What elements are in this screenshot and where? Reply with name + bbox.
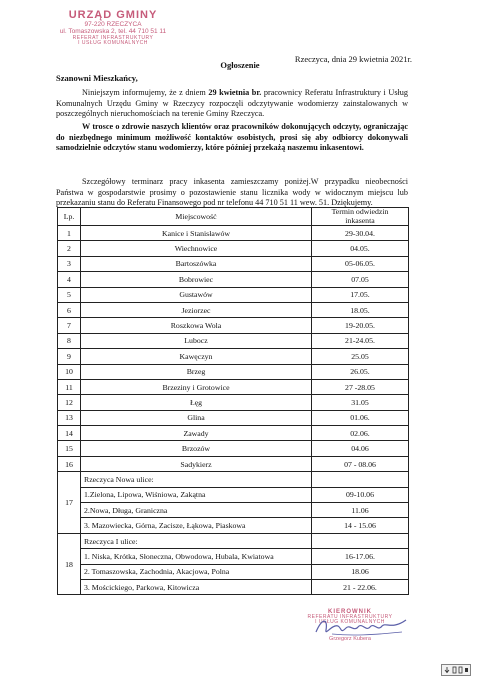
header-lp: Lp. xyxy=(58,208,81,226)
row-place: Wiechnowice xyxy=(81,241,312,256)
table-header-row xyxy=(58,208,409,226)
group-item-row xyxy=(58,503,409,518)
row-place: Gustawów xyxy=(81,287,312,302)
header-term xyxy=(312,208,409,226)
row-lp: 5 xyxy=(58,287,81,302)
paragraph-intro xyxy=(56,88,408,120)
header-place: Miejscowość xyxy=(81,208,312,226)
row-lp: 1 xyxy=(58,226,81,241)
stamp-line-4: REFERAT INFRASTRUKTURY xyxy=(72,35,154,41)
table-row xyxy=(58,302,409,317)
header-term-line-2: inkasenta xyxy=(345,215,375,225)
group-title-row xyxy=(58,533,409,548)
group-item-term: 21 - 22.06. xyxy=(312,579,409,594)
greeting: Szanowni Mieszkańcy, xyxy=(56,73,138,83)
row-lp: 6 xyxy=(58,302,81,317)
table-row xyxy=(58,272,409,287)
row-lp: 16 xyxy=(58,456,81,471)
row-place: Bartoszówka xyxy=(81,256,312,271)
row-lp: 15 xyxy=(58,441,81,456)
row-term: 19-20.05. xyxy=(312,318,409,333)
group-item-place: 3. Mazowiecka, Górna, Zacisze, Łąkowa, Piaskowa xyxy=(81,518,312,533)
table-row xyxy=(58,456,409,471)
group-item-term: 18.06 xyxy=(312,564,409,579)
document-heading: Ogłoszenie xyxy=(220,60,260,70)
intro-date-bold: 29 kwietnia br. xyxy=(208,88,262,97)
row-place: Zawady xyxy=(81,426,312,441)
table-row xyxy=(58,349,409,364)
row-term: 04.05. xyxy=(312,241,409,256)
group-item-term: 09-10.06 xyxy=(312,487,409,502)
row-lp: 2 xyxy=(58,241,81,256)
row-term: 21-24.05. xyxy=(312,333,409,348)
sig-stamp-line-3: I USŁUG KOMUNALNYCH xyxy=(315,619,385,625)
group-lp: 18 xyxy=(58,533,81,595)
row-lp: 8 xyxy=(58,333,81,348)
group-item-place: 1.Zielona, Lipowa, Wiśniowa, Zakątna xyxy=(81,487,312,502)
row-place: Brzozów xyxy=(81,441,312,456)
stamp-line-1: URZĄD GMINY xyxy=(68,9,158,21)
table-row xyxy=(58,256,409,271)
group-item-row xyxy=(58,549,409,564)
row-term: 26.05. xyxy=(312,364,409,379)
group-item-term: 11.06 xyxy=(312,503,409,518)
row-term: 05-06.05. xyxy=(312,256,409,271)
row-place: Brzeziny i Grotowice xyxy=(81,379,312,394)
row-term: 18.05. xyxy=(312,302,409,317)
stamp-line-5: I USŁUG KOMUNALNYCH xyxy=(78,40,148,46)
row-place: Roszkowa Wola xyxy=(81,318,312,333)
table-row xyxy=(58,426,409,441)
office-stamp xyxy=(58,10,168,46)
table-row xyxy=(58,333,409,348)
row-place: Kawęczyn xyxy=(81,349,312,364)
row-term: 31.05 xyxy=(312,395,409,410)
row-place: Jeziorzec xyxy=(81,302,312,317)
group-item-row xyxy=(58,487,409,502)
sig-stamp-line-1: KIEROWNIK xyxy=(328,609,372,615)
row-place: Bobrowiec xyxy=(81,272,312,287)
document-date: Rzeczyca, dnia 29 kwietnia 2021r. xyxy=(294,54,412,64)
row-lp: 12 xyxy=(58,395,81,410)
table-row xyxy=(58,287,409,302)
group-item-place: 2. Tomaszowska, Zachodnia, Akacjowa, Polna xyxy=(81,564,312,579)
row-lp: 14 xyxy=(58,426,81,441)
row-term: 27 -28.05 xyxy=(312,379,409,394)
row-place: Lubocz xyxy=(81,333,312,348)
group-title-row xyxy=(58,472,409,487)
group-title-term xyxy=(312,472,409,487)
group-title: Rzeczyca Nowa ulice: xyxy=(81,472,312,487)
row-term: 04.06 xyxy=(312,441,409,456)
table-row xyxy=(58,226,409,241)
table-row xyxy=(58,410,409,425)
group-lp: 17 xyxy=(58,472,81,534)
table-row xyxy=(58,395,409,410)
row-lp: 13 xyxy=(58,410,81,425)
intro-text-a: Niniejszym informujemy, że z dniem xyxy=(82,88,209,97)
row-term: 01.06. xyxy=(312,410,409,425)
group-item-row xyxy=(58,518,409,533)
row-lp: 10 xyxy=(58,364,81,379)
table-row xyxy=(58,364,409,379)
row-term: 02.06. xyxy=(312,426,409,441)
group-item-place: 3. Mościckiego, Parkowa, Kitowicza xyxy=(81,579,312,594)
row-place: Glina xyxy=(81,410,312,425)
group-item-term: 16-17.06. xyxy=(312,549,409,564)
sig-stamp-name: Grzegorz Kubera xyxy=(329,636,371,642)
table-row xyxy=(58,318,409,333)
row-term: 17.05. xyxy=(312,287,409,302)
sig-stamp-line-2: REFERATU INFRASTRUKTURY xyxy=(307,614,393,620)
intro-text-c: pracownicy Referatu Infrastruktury i Usług Komunalnych Urzędu Gminy w Rzeczycy rozpoczęli odczytywanie wodomierzy zainstalowanych w poszczególnych nieruchomościach na terenie Gminy Rzeczyca. xyxy=(56,88,408,119)
group-item-row xyxy=(58,564,409,579)
row-lp: 7 xyxy=(58,318,81,333)
stamp-line-3: ul. Tomaszowska 2, tel. 44 710 51 11 xyxy=(59,27,167,35)
row-lp: 9 xyxy=(58,349,81,364)
group-title: Rzeczyca I ulice: xyxy=(81,533,312,548)
download-icon[interactable] xyxy=(441,664,471,676)
paragraph-request xyxy=(56,122,408,154)
paragraph-schedule-info xyxy=(56,177,408,209)
row-place: Sadykierz xyxy=(81,456,312,471)
schedule-table xyxy=(57,207,409,595)
header-term-line-1: Termin odwiedzin xyxy=(331,207,389,216)
row-place: Brzeg xyxy=(81,364,312,379)
table-row xyxy=(58,241,409,256)
row-place: Kanice i Stanisławów xyxy=(81,226,312,241)
row-lp: 3 xyxy=(58,256,81,271)
table-row xyxy=(58,379,409,394)
group-item-row xyxy=(58,579,409,594)
row-term: 25.05 xyxy=(312,349,409,364)
request-text: W trosce o zdrowie naszych klientów oraz pracowników dokonujących odczyty, ograniczając do niezbędnego minimum możliwość kontaktów osobistych, prosi się aby odbiorcy dokonywali samodzielnie odczytów stanu wodomierzy, które później przekażą naszemu inkasentowi. xyxy=(56,122,408,153)
row-term: 07 - 08.06 xyxy=(312,456,409,471)
schedule-info-text: Szczegółowy terminarz pracy inkasenta zamieszczamy poniżej.W przypadku nieobecności Państwa w gospodarstwie prosimy o pozostawienie stanu licznika wody w widocznym miejscu lub przekazaniu stanu do Referatu Finansowego pod nr telefonu 44 710 51 11 wew. 51. Dziękujemy. xyxy=(56,177,408,208)
table-row xyxy=(58,441,409,456)
stamp-line-2: 97-220 RZECZYCA xyxy=(84,21,142,28)
group-item-place: 2.Nowa, Długa, Graniczna xyxy=(81,503,312,518)
group-item-place: 1. Niska, Krótka, Słoneczna, Obwodowa, Hubala, Kwiatowa xyxy=(81,549,312,564)
group-title-term xyxy=(312,533,409,548)
row-lp: 4 xyxy=(58,272,81,287)
row-term: 07.05 xyxy=(312,272,409,287)
handwritten-signature xyxy=(312,614,412,640)
group-item-term: 14 - 15.06 xyxy=(312,518,409,533)
row-lp: 11 xyxy=(58,379,81,394)
row-place: Łęg xyxy=(81,395,312,410)
row-term: 29-30.04. xyxy=(312,226,409,241)
